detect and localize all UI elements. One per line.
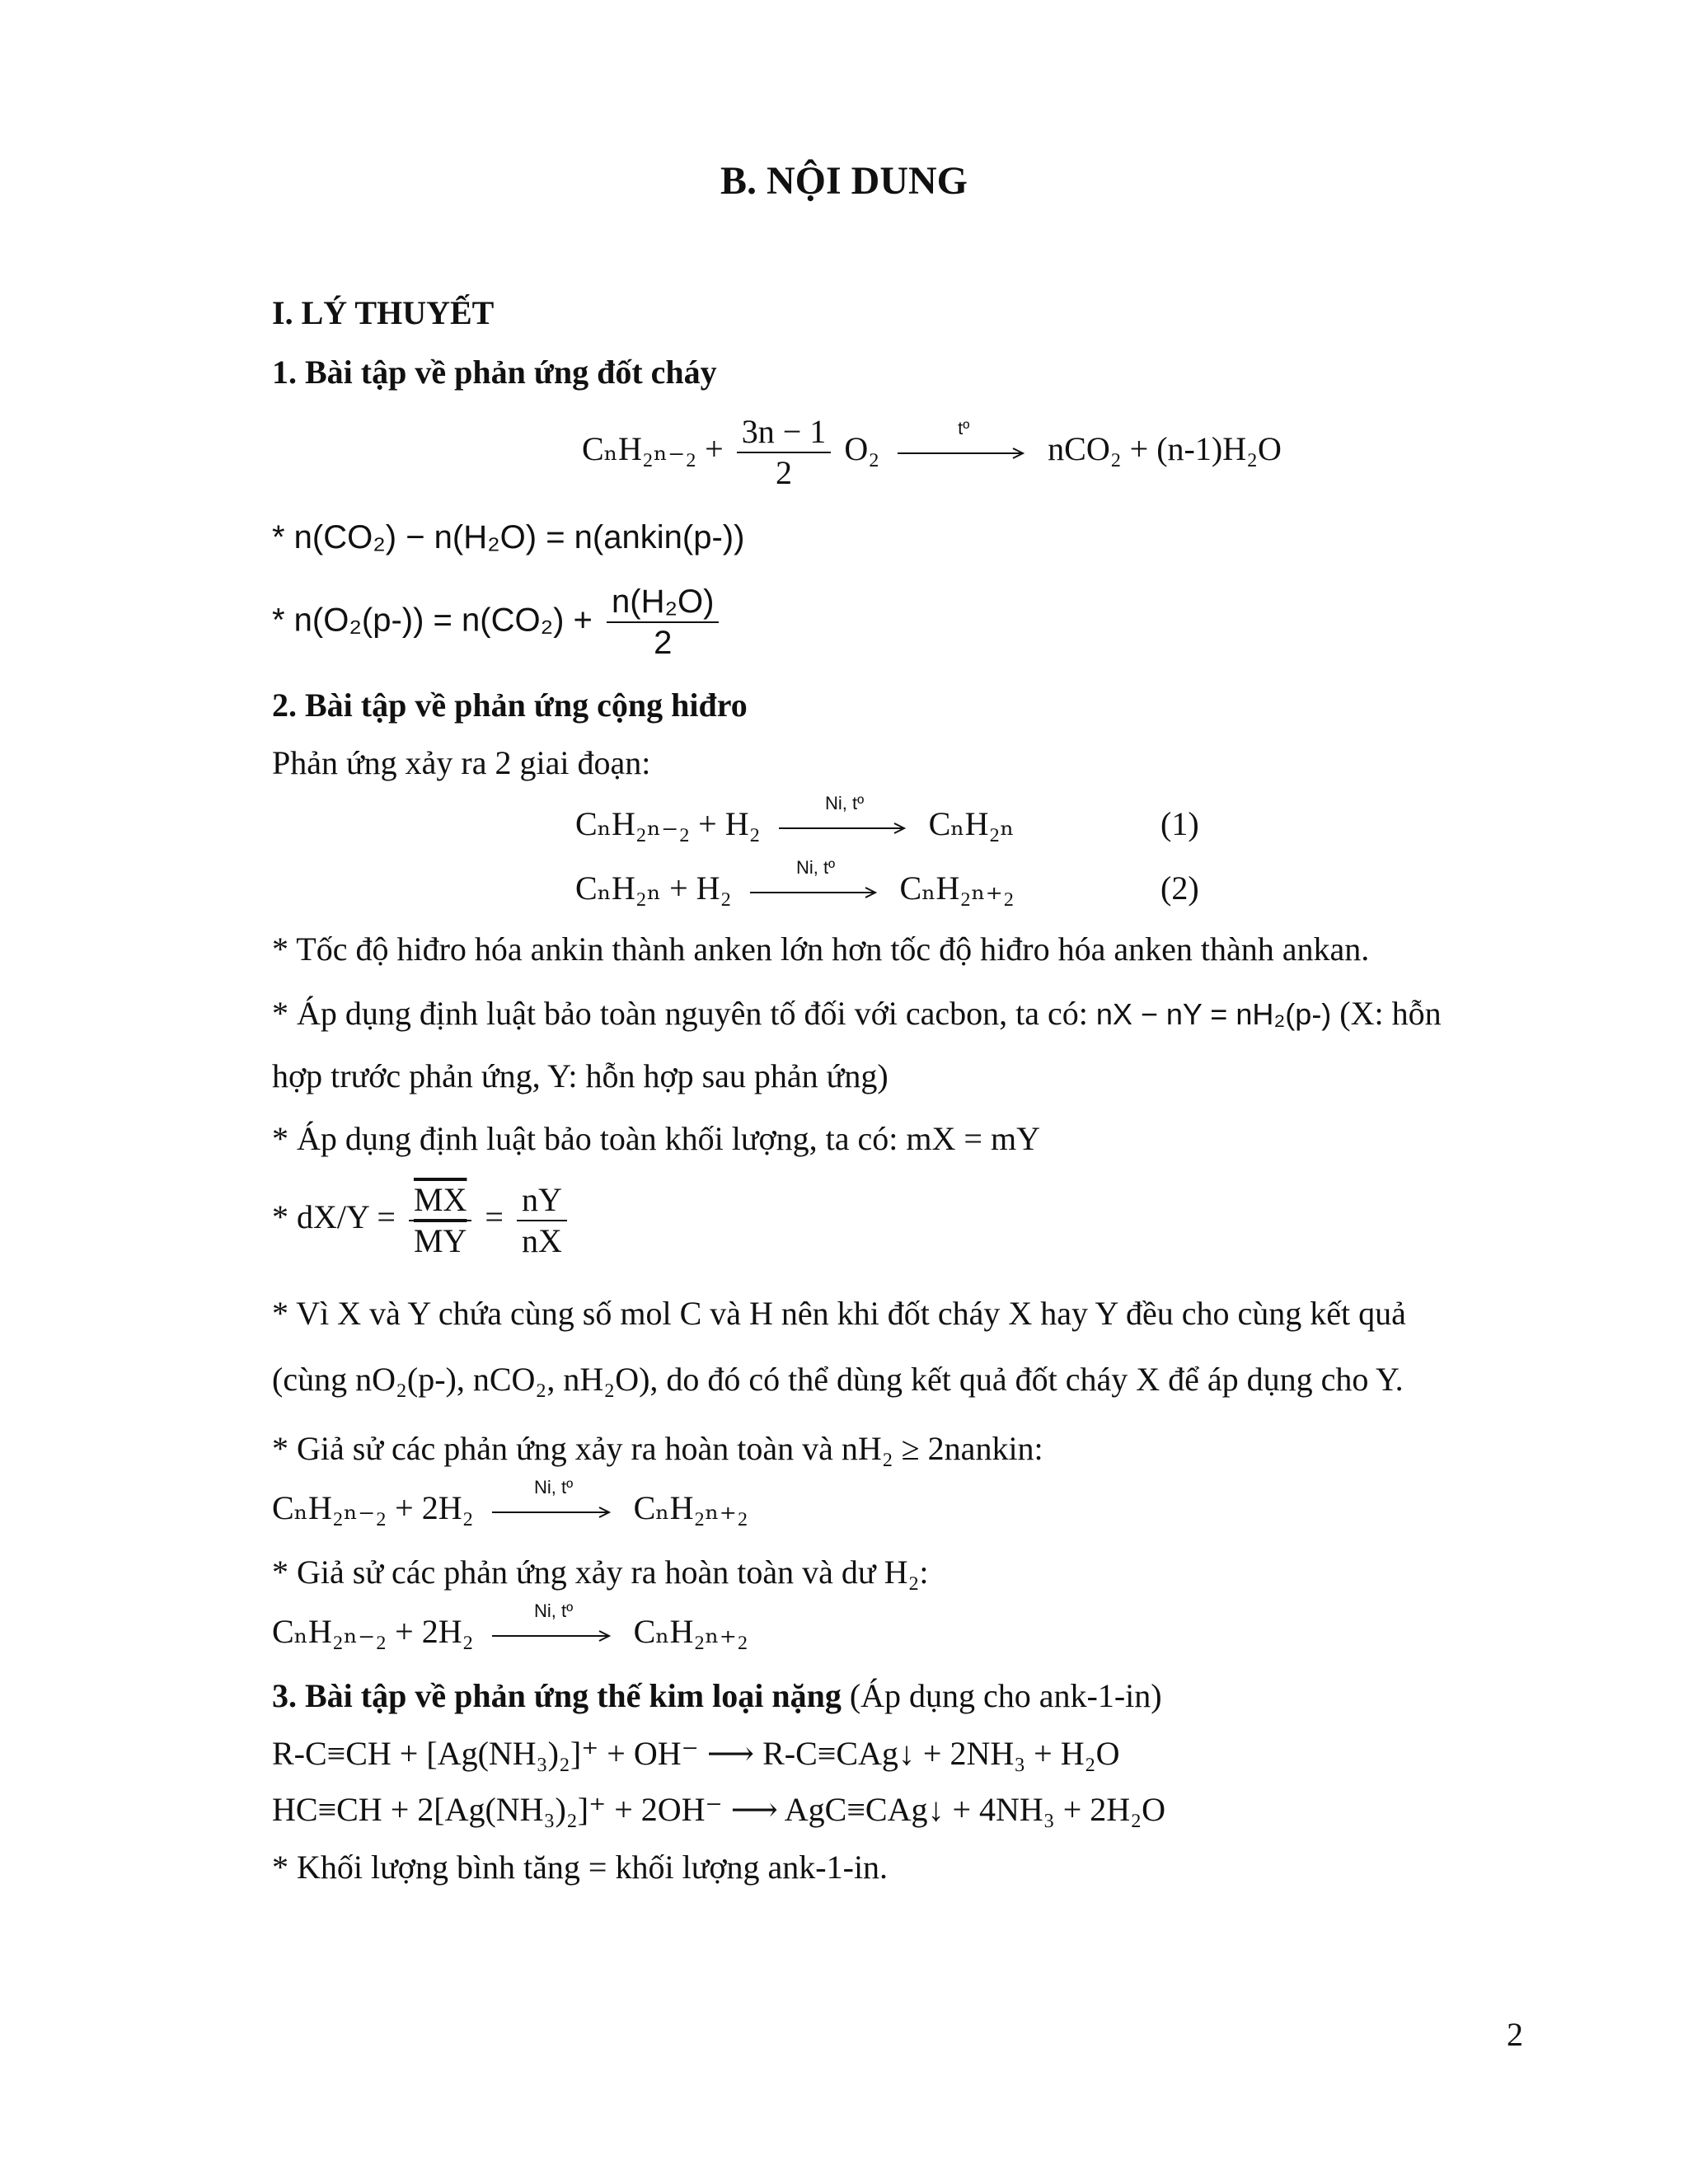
density-den-2: nX bbox=[521, 1222, 562, 1259]
reaction-arrow-icon bbox=[492, 1476, 616, 1528]
density-den-1: MY bbox=[413, 1222, 467, 1259]
eq4-left: CₙH₂ₙ₋₂ + 2H₂ bbox=[272, 1613, 474, 1650]
eq-combustion-frac-den: 2 bbox=[776, 454, 793, 491]
equation-1 bbox=[575, 792, 1015, 844]
formula-oxygen bbox=[272, 582, 724, 663]
formula-density-frac-2 bbox=[517, 1180, 567, 1261]
text-carbon-c: hợp trước phản ứng, Y: hỗn hợp sau phản ứng) bbox=[272, 1057, 889, 1094]
arrow-condition: Ni, tº bbox=[825, 792, 865, 813]
eq2-left: CₙH₂ₙ + H₂ bbox=[575, 869, 732, 907]
equation-combustion bbox=[582, 412, 1282, 493]
text-stages: Phản ứng xảy ra 2 giai đoạn: bbox=[272, 744, 651, 781]
equation-4 bbox=[272, 1600, 748, 1652]
text-same-moles: * Vì X và Y chứa cùng số mol C và H nên khi đốt cháy X hay Y đều cho cùng kết quả bbox=[272, 1295, 1406, 1332]
equation-1-tag: (1) bbox=[1160, 805, 1199, 842]
text-carbon-a: * Áp dụng định luật bảo toàn nguyên tố đối với cacbon, ta có: bbox=[272, 995, 1088, 1032]
text-weight: * Khối lượng bình tăng = khối lượng ank-1-in. bbox=[272, 1849, 889, 1886]
text-mass: * Áp dụng định luật bảo toàn khối lượng, ta có: bbox=[272, 1120, 898, 1157]
text-carbon-b: (X: hỗn bbox=[1339, 995, 1442, 1032]
eq3-right: CₙH₂ₙ₊₂ bbox=[633, 1489, 748, 1526]
page-title: B. NỘI DUNG bbox=[720, 159, 968, 203]
formula-co2-minus-h2o: * n(CO₂) − n(H₂O) = n(ankin(p-)) bbox=[272, 519, 745, 555]
formula-density-eq: = bbox=[485, 1198, 504, 1236]
page-number: 2 bbox=[1507, 2016, 1523, 2053]
arrow-condition: Ni, tº bbox=[534, 1476, 574, 1497]
arrow-condition: tº bbox=[958, 418, 970, 438]
formula-density bbox=[272, 1180, 572, 1261]
eq3-left: CₙH₂ₙ₋₂ + 2H₂ bbox=[272, 1489, 474, 1526]
subheading-combustion: 1. Bài tập về phản ứng đốt cháy bbox=[272, 354, 717, 391]
formula-density-left: * dX/Y = bbox=[272, 1198, 396, 1236]
text-speed: * Tốc độ hiđro hóa ankin thành anken lớn hơn tốc độ hiđro hóa anken thành ankan. bbox=[272, 930, 1370, 968]
text-mass-conservation bbox=[272, 1119, 1040, 1159]
eq-combustion-o2: O₂ bbox=[844, 430, 880, 468]
reaction-arrow-icon bbox=[898, 418, 1029, 469]
eq-combustion-reactant: CₙH₂ₙ₋₂ + bbox=[582, 430, 724, 468]
reaction-arrow-icon bbox=[750, 856, 882, 908]
text-same-moles-b: (cùng nO₂(p-), nCO₂, nH₂O), do đó có thể dùng kết quả đốt cháy X để áp dụng cho Y. bbox=[272, 1361, 1404, 1398]
equation-3 bbox=[272, 1476, 748, 1528]
formula-oxygen-den: 2 bbox=[654, 625, 673, 661]
subheading-heavy-metal-title: 3. Bài tập về phản ứng thế kim loại nặng bbox=[272, 1677, 842, 1714]
density-num-2: nY bbox=[517, 1180, 567, 1221]
arrow-condition: Ni, tº bbox=[534, 1600, 574, 1621]
equation-2 bbox=[575, 856, 1015, 908]
text-carbon-conservation bbox=[272, 994, 1442, 1034]
subheading-heavy-metal bbox=[272, 1676, 1162, 1716]
formula-carbon: nX − nY = nH₂(p-) bbox=[1095, 997, 1332, 1031]
eq-combustion-product: nCO₂ + (n-1)H₂O bbox=[1048, 430, 1282, 468]
equation-2-tag: (2) bbox=[1160, 869, 1199, 907]
text-assume-2: * Giả sử các phản ứng xảy ra hoàn toàn và dư H₂: bbox=[272, 1554, 929, 1591]
formula-oxygen-fraction bbox=[607, 582, 719, 663]
reaction-arrow-icon bbox=[492, 1600, 616, 1652]
formula-mass: mX = mY bbox=[906, 1120, 1040, 1157]
formula-density-frac-1 bbox=[409, 1180, 471, 1261]
eq4-right: CₙH₂ₙ₊₂ bbox=[633, 1613, 748, 1650]
formula-oxygen-num: n(H₂O) bbox=[607, 582, 719, 623]
density-num-1: $\overline{MX}$ bbox=[409, 1180, 471, 1221]
subheading-hydrogenation: 2. Bài tập về phản ứng cộng hiđro bbox=[272, 687, 748, 724]
reaction-arrow-icon bbox=[779, 792, 911, 844]
eq2-right: CₙH₂ₙ₊₂ bbox=[899, 869, 1015, 907]
eq1-left: CₙH₂ₙ₋₂ + H₂ bbox=[575, 805, 761, 842]
eq1-right: CₙH₂ₙ bbox=[928, 805, 1015, 842]
equation-5: R-C≡CH + [Ag(NH₃)₂]⁺ + OH⁻ ⟶ R-C≡CAg↓ + 2NH₃ + H₂O bbox=[272, 1735, 1120, 1772]
equation-6: HC≡CH + 2[Ag(NH₃)₂]⁺ + 2OH⁻ ⟶ AgC≡CAg↓ + 4NH₃ + 2H₂O bbox=[272, 1791, 1166, 1828]
text-assume-1: * Giả sử các phản ứng xảy ra hoàn toàn và nH₂ ≥ 2nankin: bbox=[272, 1430, 1043, 1467]
subheading-heavy-metal-note: (Áp dụng cho ank-1-in) bbox=[849, 1677, 1162, 1714]
eq-combustion-fraction bbox=[737, 412, 832, 493]
section-heading-theory: I. LÝ THUYẾT bbox=[272, 294, 495, 331]
eq-combustion-frac-num: 3n − 1 bbox=[737, 412, 832, 453]
arrow-condition: Ni, tº bbox=[795, 856, 836, 878]
formula-oxygen-left: * n(O₂(p-)) = n(CO₂) + bbox=[272, 602, 593, 639]
